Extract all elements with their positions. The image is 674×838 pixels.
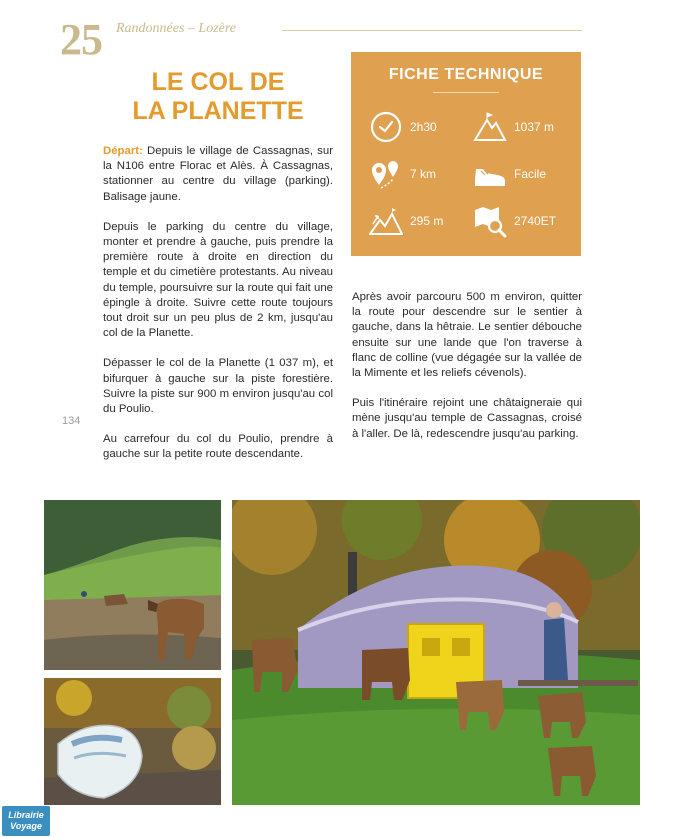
fiche-technique-box <box>351 52 581 256</box>
page-title <box>102 68 334 126</box>
fiche-title: FICHE TECHNIQUE <box>388 66 544 83</box>
right-column <box>352 290 582 457</box>
photo-yurt-goats <box>232 500 640 805</box>
title-line-1: LE COL DE <box>151 68 285 96</box>
photo-goats-hillside <box>44 500 221 670</box>
fiche-map <box>473 204 556 238</box>
fiche-difficulty <box>473 157 546 191</box>
left-column <box>103 144 333 478</box>
photo-cheese-chestnuts <box>44 678 221 805</box>
badge-line-2: Voyage <box>10 821 42 831</box>
depart-paragraph <box>103 144 333 205</box>
fiche-duration <box>369 110 437 144</box>
badge-line-1: Librairie <box>8 810 44 820</box>
publisher-badge <box>2 806 50 836</box>
elevation-value: 295 m <box>410 214 444 228</box>
distance-value: 7 km <box>410 167 437 181</box>
running-title: Randonnées – Lozère <box>116 21 237 36</box>
title-line-2: LA PLANETTE <box>132 97 304 125</box>
chapter-number: 25 <box>60 15 102 64</box>
fiche-elevation <box>369 204 443 238</box>
summit-icon <box>473 110 507 144</box>
right-paragraph-2: Puis l'itinéraire rejoint une châtaigneraie qui mène jusqu'au temple de Cassagnas, croisé à l'aller. De là, redescendre jusqu'au parking. <box>352 397 582 440</box>
shoe-icon <box>473 157 507 191</box>
depart-text: Depuis le village de Cassagnas, sur la N106 entre Florac et Alès. À Cassagnas, stationner au centre du village (parking). Balisage jaune. <box>103 145 333 203</box>
right-paragraph-1: Après avoir parcouru 500 m environ, quitter la route pour descendre sur le sentier à gauche, dans la hêtraie. Le sentier débouche ensuite sur une lande que l'on traverse à flanc de colline (vue dégagée sur la vallée de la Mimente et les reliefs cévenols). <box>352 291 582 380</box>
fiche-distance <box>369 157 436 191</box>
page-number: 134 <box>62 415 81 427</box>
elevation-icon <box>369 204 403 238</box>
paragraph-2: Depuis le parking du centre du village, monter et prendre à gauche, puis prendre la première route à droite en direction du temple et du cimetière protestants. Au niveau du temple, poursuivre sur la route qui fait une épingle à droite. Suivre cette route toujours tout droit sur un peu plus de 2 km, jusqu'au col de la Planette. <box>103 220 333 340</box>
map-magnifier-icon <box>473 204 507 238</box>
map-value: 2740ET <box>514 214 557 228</box>
difficulty-value: Facile <box>514 167 547 181</box>
paragraph-4: Au carrefour du col du Poulio, prendre à gauche sur la petite route descendante. <box>103 433 333 461</box>
header-divider <box>282 30 582 31</box>
altitude-value: 1037 m <box>514 120 555 134</box>
fiche-altitude <box>473 110 554 144</box>
location-pins-icon <box>369 157 403 191</box>
paragraph-3: Dépasser le col de la Planette (1 037 m), et bifurquer à gauche sur la piste forestière. Suivre la piste sur 900 m environ jusqu'au col du Poulio. <box>103 357 333 416</box>
duration-value: 2h30 <box>410 120 437 134</box>
clock-icon <box>369 110 403 144</box>
depart-label: Départ: <box>103 145 143 157</box>
fiche-divider <box>433 92 499 93</box>
